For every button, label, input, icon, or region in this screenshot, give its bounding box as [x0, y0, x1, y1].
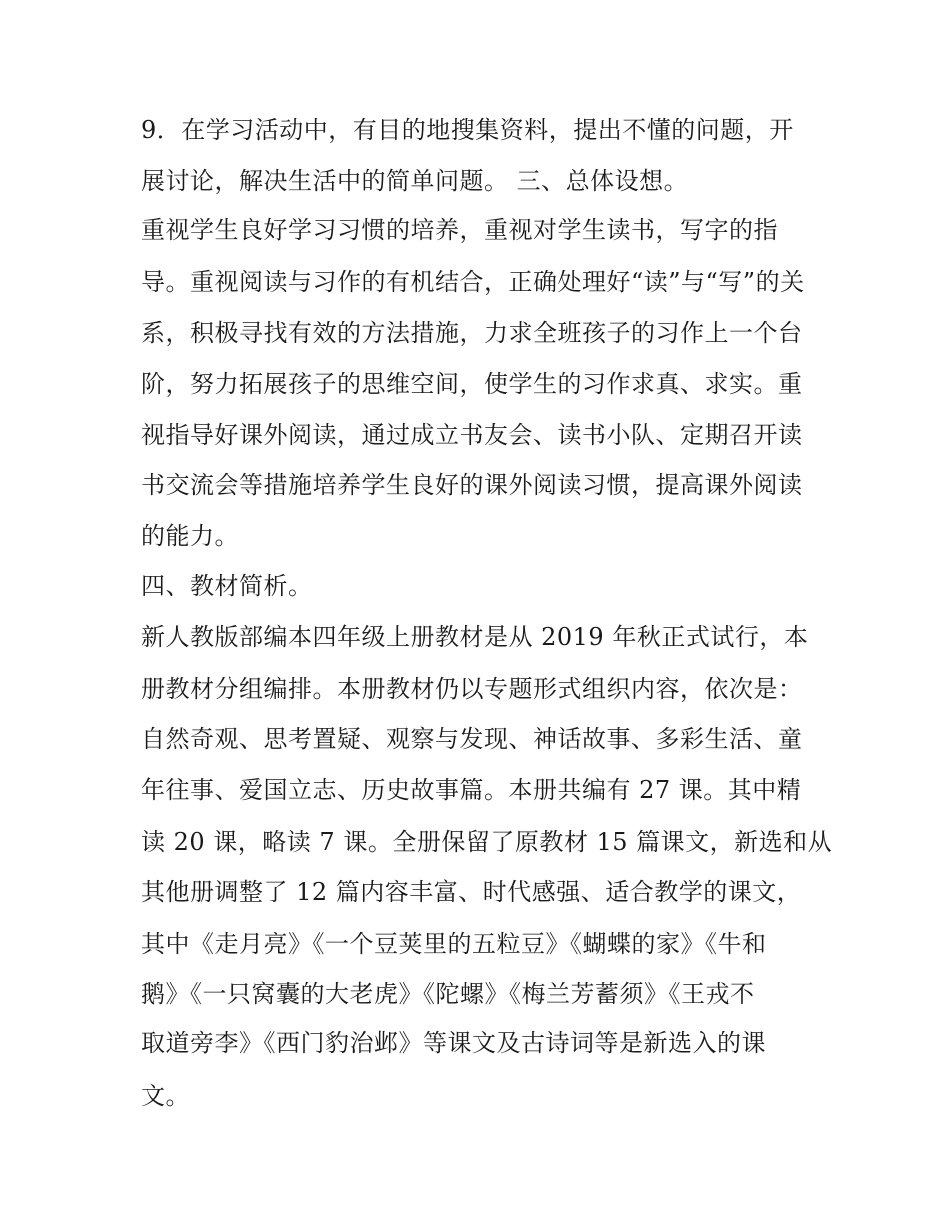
- text-line: 书交流会等措施培养学生良好的课外阅读习惯，提高课外阅读: [141, 471, 803, 499]
- text-line: 9．在学习活动中，有目的地搜集资料，提出不懂的问题，开: [141, 116, 794, 144]
- text-line: 阶，努力拓展孩子的思维空间，使学生的习作求真、求实。重: [141, 370, 803, 398]
- text-line: 册教材分组编排。本册教材仍以专题形式组织内容，依次是：: [141, 675, 803, 703]
- text-line: 自然奇观、思考置疑、观察与发现、神话故事、多彩生活、童: [141, 725, 803, 753]
- text-line: 新人教版部编本四年级上册教材是从 2019 年秋正式试行，本: [141, 623, 809, 651]
- section-heading: 四、教材简析。: [141, 572, 313, 600]
- text-line: 视指导好课外阅读，通过成立书友会、读书小队、定期召开读: [141, 421, 803, 449]
- text-line: 导。重视阅读与习作的有机结合，正确处理好“读”与“写”的关: [141, 268, 805, 296]
- text-line: 重视学生良好学习习惯的培养，重视对学生读书，写字的指: [141, 216, 778, 244]
- text-line: 文。: [141, 1082, 190, 1110]
- text-line: 鹅》《一只窝囊的大老虎》《陀螺》《梅兰芳蓄须》《王戎不: [141, 980, 755, 1008]
- text-line: 的能力。: [141, 522, 239, 550]
- text-line: 年往事、爱国立志、历史故事篇。本册共编有 27 课。其中精: [141, 776, 802, 804]
- text-line: 取道旁李》《西门豹治邺》等课文及古诗词等是新选入的课: [141, 1029, 766, 1057]
- text-line: 其中《走月亮》《一个豆荚里的五粒豆》《蝴蝶的家》《牛和: [141, 930, 767, 958]
- text-line: 其他册调整了 12 篇内容丰富、时代感强、适合教学的课文，: [141, 878, 802, 906]
- text-line: 系，积极寻找有效的方法措施，力求全班孩子的习作上一个台: [141, 319, 803, 347]
- text-line: 读 20 课，略读 7 课。全册保留了原教材 15 篇课文，新选和从: [141, 828, 833, 856]
- text-line: 展讨论，解决生活中的简单问题。 三、总体设想。: [141, 167, 689, 195]
